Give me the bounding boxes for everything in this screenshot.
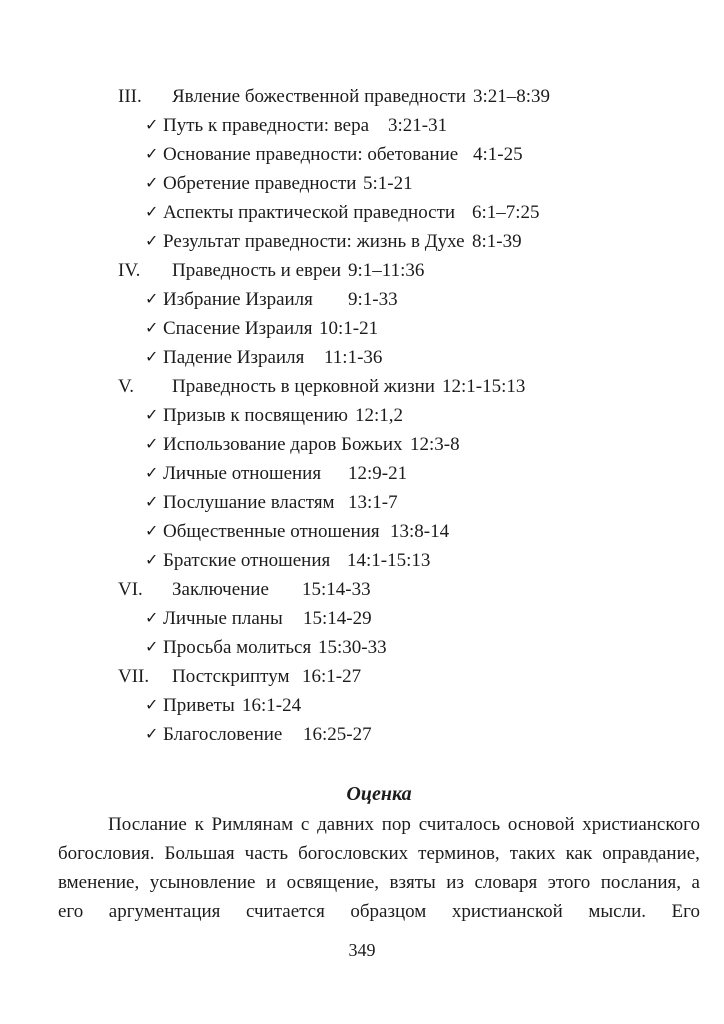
- section-title: Явление божественной праведности: [172, 86, 466, 107]
- outline-item-text: Личные планы: [163, 608, 283, 629]
- section-numeral: VI.: [118, 579, 143, 600]
- scripture-reference: 3:21-31: [388, 115, 448, 136]
- outline-item-text: Личные отношения: [163, 463, 322, 484]
- section-numeral: V.: [118, 376, 135, 397]
- paragraph-word: считается: [245, 901, 325, 922]
- outline-item-text: Обретение праведности: [163, 173, 357, 194]
- outline-item-row: [58, 633, 700, 662]
- paragraph-line: [58, 839, 700, 868]
- outline-item-text: Избрание Израиля: [163, 289, 313, 310]
- scripture-reference: 9:1-33: [348, 289, 398, 310]
- outline-item-text: Призыв к посвящению: [163, 405, 348, 426]
- outline-item-text: Падение Израиля: [163, 347, 305, 368]
- paragraph-word: взяты: [389, 872, 436, 893]
- scripture-reference: 16:25-27: [303, 724, 372, 745]
- paragraph-word: с: [300, 814, 310, 835]
- paragraph-word: этого: [547, 872, 591, 893]
- checkmark-icon: ✓: [145, 175, 159, 192]
- paragraph-line: [58, 810, 700, 839]
- section-numeral: III.: [118, 86, 142, 107]
- paragraph-word: часть: [244, 843, 289, 864]
- scripture-reference: 8:1-39: [472, 231, 522, 252]
- paragraph-word: давних: [317, 814, 375, 835]
- scripture-reference: 12:9-21: [348, 463, 408, 484]
- scripture-reference: 16:1-27: [302, 666, 362, 687]
- checkmark-icon: ✓: [145, 320, 159, 337]
- scripture-reference: 12:1-15:13: [442, 376, 526, 397]
- outline-item-row: [58, 169, 700, 198]
- outline-item-text: Приветы: [163, 695, 235, 716]
- scripture-reference: 12:3-8: [410, 434, 460, 455]
- section-title: Заключение: [172, 579, 269, 600]
- paragraph-word: Римлянам: [211, 814, 294, 835]
- checkmark-icon: ✓: [145, 117, 159, 134]
- scripture-reference: 15:14-29: [303, 608, 372, 629]
- outline-section-row: [58, 372, 700, 401]
- paragraph-word: вменение,: [58, 872, 140, 893]
- scripture-reference: 10:1-21: [319, 318, 379, 339]
- scripture-reference: 11:1-36: [324, 347, 383, 368]
- section-title: Праведность и евреи: [172, 260, 342, 281]
- paragraph-word: а: [691, 872, 700, 893]
- outline-item-row: [58, 604, 700, 633]
- paragraph-word: Послание: [108, 814, 187, 835]
- outline-item-text: Братские отношения: [163, 550, 331, 571]
- scripture-reference: 9:1–11:36: [348, 260, 425, 281]
- checkmark-icon: ✓: [145, 726, 159, 743]
- paragraph-word: считалось: [418, 814, 501, 835]
- paragraph-line: [58, 868, 700, 897]
- scripture-reference: 3:21–8:39: [473, 86, 551, 107]
- scripture-reference: 13:8-14: [390, 521, 450, 542]
- paragraph-word: словаря: [474, 872, 538, 893]
- outline-item-row: [58, 691, 700, 720]
- outline-item-text: Послушание властям: [163, 492, 335, 513]
- outline-item-row: [58, 227, 700, 256]
- paragraph-word: усыновление: [149, 872, 256, 893]
- outline-item-text: Путь к праведности: вера: [163, 115, 370, 136]
- paragraph-word: его: [58, 901, 84, 922]
- outline-section-row: [58, 256, 700, 285]
- paragraph-word: Его: [671, 901, 700, 922]
- checkmark-icon: ✓: [145, 233, 159, 250]
- outline-item-text: Просьба молиться: [163, 637, 312, 658]
- scripture-reference: 5:1-21: [363, 173, 413, 194]
- section-numeral: VII.: [118, 666, 150, 687]
- section-heading: Оценка: [346, 783, 412, 805]
- outline-item-row: [58, 720, 700, 749]
- scripture-reference: 12:1,2: [355, 405, 404, 426]
- scripture-reference: 15:14-33: [302, 579, 371, 600]
- outline-item-row: [58, 546, 700, 575]
- paragraph-word: таких: [509, 843, 556, 864]
- scripture-reference: 6:1–7:25: [472, 202, 540, 223]
- outline-section-row: [58, 82, 700, 111]
- paragraph-word: как: [565, 843, 593, 864]
- outline-item-text: Аспекты практической праведности: [163, 202, 456, 223]
- paragraph-word: Большая: [164, 843, 235, 864]
- outline-item-row: [58, 459, 700, 488]
- checkmark-icon: ✓: [145, 407, 159, 424]
- scripture-reference: 4:1-25: [473, 144, 523, 165]
- section-title: Праведность в церковной жизни: [172, 376, 435, 397]
- scripture-reference: 15:30-33: [318, 637, 387, 658]
- checkmark-icon: ✓: [145, 552, 159, 569]
- outline-section-row: [58, 662, 700, 691]
- checkmark-icon: ✓: [145, 494, 159, 511]
- section-title: Постскриптум: [172, 666, 290, 687]
- paragraph-word: послания,: [600, 872, 682, 893]
- outline-item-row: [58, 488, 700, 517]
- checkmark-icon: ✓: [145, 146, 159, 163]
- scripture-reference: 14:1-15:13: [347, 550, 431, 571]
- checkmark-icon: ✓: [145, 349, 159, 366]
- paragraph-word: богословия.: [58, 843, 155, 864]
- paragraph-word: из: [446, 872, 464, 893]
- outline-item-row: [58, 111, 700, 140]
- outline-item-row: [58, 401, 700, 430]
- paragraph-word: к: [194, 814, 204, 835]
- checkmark-icon: ✓: [145, 639, 159, 656]
- checkmark-icon: ✓: [145, 523, 159, 540]
- paragraph-word: оправдание,: [602, 843, 700, 864]
- paragraph-word: терминов,: [418, 843, 500, 864]
- checkmark-icon: ✓: [145, 697, 159, 714]
- outline-item-text: Результат праведности: жизнь в Духе: [163, 231, 465, 252]
- paragraph-word: христианской: [451, 901, 563, 922]
- book-outline-list: [58, 82, 700, 749]
- scripture-reference: 13:1-7: [348, 492, 398, 513]
- paragraph-line: [58, 897, 700, 926]
- outline-item-text: Использование даров Божьих: [163, 434, 403, 455]
- paragraph-word: мысли.: [588, 901, 646, 922]
- paragraph-word: образцом: [350, 901, 427, 922]
- checkmark-icon: ✓: [145, 610, 159, 627]
- outline-item-row: [58, 198, 700, 227]
- outline-item-row: [58, 517, 700, 546]
- paragraph-word: освящение,: [286, 872, 380, 893]
- outline-item-row: [58, 430, 700, 459]
- checkmark-icon: ✓: [145, 465, 159, 482]
- outline-item-row: [58, 314, 700, 343]
- outline-item-row: [58, 140, 700, 169]
- page-number: 349: [348, 940, 376, 960]
- section-numeral: IV.: [118, 260, 141, 281]
- checkmark-icon: ✓: [145, 204, 159, 221]
- body-paragraph: [58, 810, 700, 926]
- paragraph-word: богословских: [298, 843, 409, 864]
- paragraph-word: пор: [381, 814, 411, 835]
- paragraph-word: христианского: [582, 814, 700, 835]
- paragraph-word: основой: [507, 814, 575, 835]
- outline-item-row: [58, 285, 700, 314]
- outline-item-text: Общественные отношения: [163, 521, 380, 542]
- outline-section-row: [58, 575, 700, 604]
- outline-item-text: Спасение Израиля: [163, 318, 313, 339]
- paragraph-word: аргументация: [108, 901, 221, 922]
- checkmark-icon: ✓: [145, 436, 159, 453]
- outline-item-text: Благословение: [163, 724, 283, 745]
- outline-item-row: [58, 343, 700, 372]
- paragraph-word: и: [265, 872, 277, 893]
- scripture-reference: 16:1-24: [242, 695, 302, 716]
- outline-item-text: Основание праведности: обетование: [163, 144, 459, 165]
- checkmark-icon: ✓: [145, 291, 159, 308]
